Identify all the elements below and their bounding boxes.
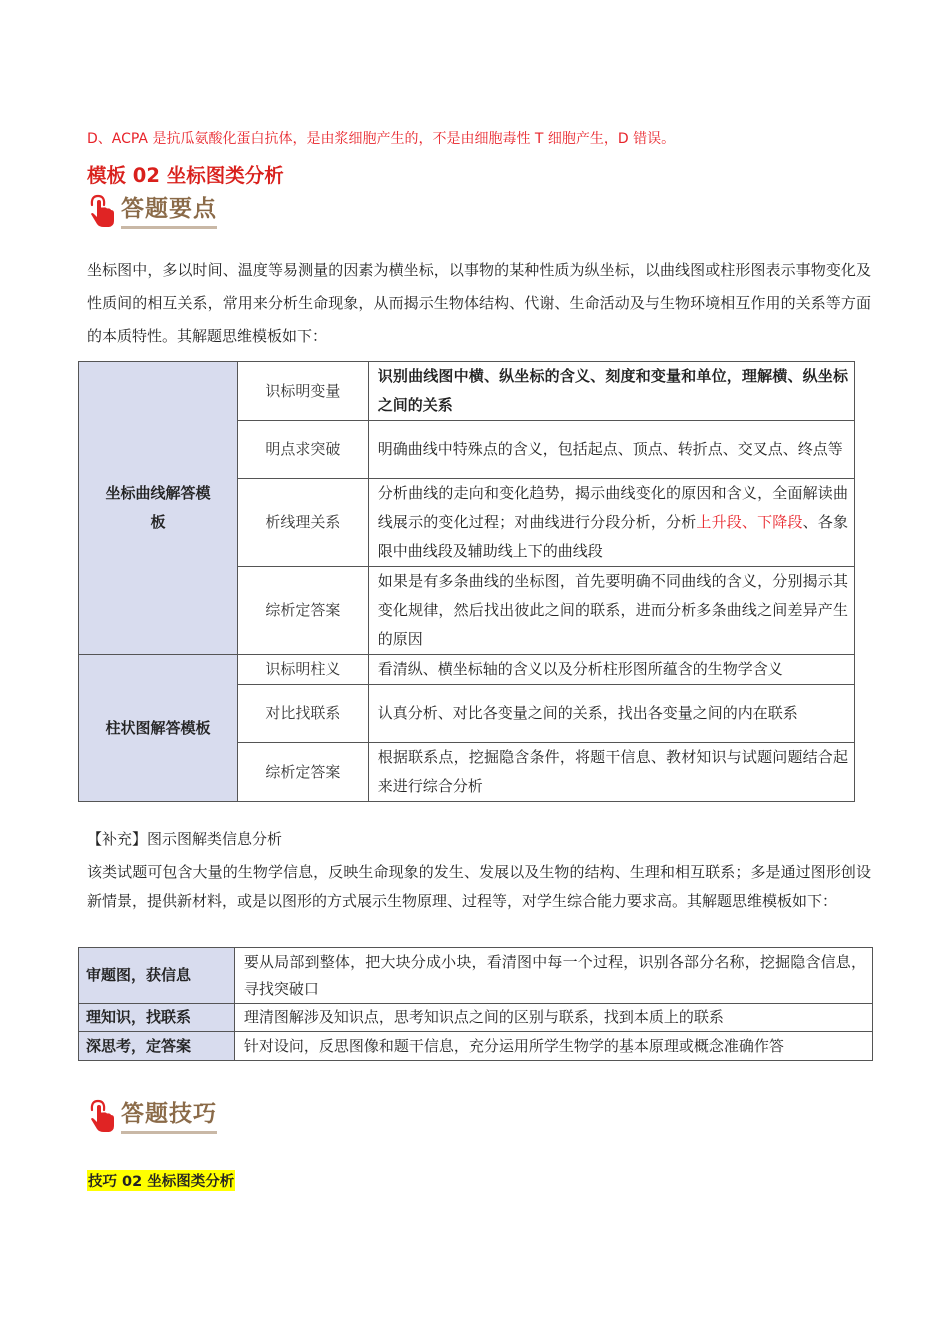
skills-label: 答题技巧 xyxy=(121,1099,217,1134)
step-label: 析线理关系 xyxy=(237,479,368,567)
step-description: 认真分析、对比各变量之间的关系，找出各变量之间的内在联系 xyxy=(368,685,854,743)
step-label: 明点求突破 xyxy=(237,421,368,479)
row-value: 针对设问，反思图像和题干信息，充分运用所学生物学的基本原理或概念准确作答 xyxy=(234,1032,872,1061)
step-label: 综析定答案 xyxy=(237,567,368,655)
intro-paragraph: 坐标图中，多以时间、温度等易测量的因素为横坐标，以事物的某种性质为纵坐标，以曲线图或柱形图表示事物变化及性质间的相互关系，常用来分析生命现象，从而揭示生物体结构、代谢、生命活动及与生物环境相互作用的关系等方面的本质特性。其解题思维模板如下： xyxy=(87,261,871,345)
step-label: 对比找联系 xyxy=(237,685,368,743)
table-row xyxy=(79,1032,873,1061)
template-title: 模板 02 坐标图类分析 xyxy=(87,164,284,187)
table-row xyxy=(79,948,873,1004)
key-points-label: 答题要点 xyxy=(121,194,217,229)
diagram-template-table xyxy=(78,947,873,1061)
step-description: 根据联系点，挖掘隐含条件，将题干信息、教材知识与试题问题结合起来进行综合分析 xyxy=(368,743,854,802)
coordinate-template-table xyxy=(78,361,855,802)
step-label: 综析定答案 xyxy=(237,743,368,802)
step-description: 明确曲线中特殊点的含义，包括起点、顶点、转折点、交叉点、终点等 xyxy=(368,421,854,479)
step-description: 如果是有多条曲线的坐标图，首先要明确不同曲线的含义，分别揭示其变化规律，然后找出彼此之间的联系，进而分析多条曲线之间差异产生的原因 xyxy=(368,567,854,655)
table-row xyxy=(79,655,855,685)
step-description: 分析曲线的走向和变化趋势，揭示曲线变化的原因和含义，全面解读曲线展示的变化过程；对曲线进行分段分析，分析上升段、下降段、各象限中曲线段及辅助线上下的曲线段 xyxy=(368,479,854,567)
answer-explanation-line: D、ACPA 是抗瓜氨酸化蛋白抗体，是由浆细胞产生的，不是由细胞毒性 T 细胞产生，D 错误。 xyxy=(87,131,676,147)
curve-template-group-label: 坐标曲线解答模板 xyxy=(79,362,238,655)
key-points-badge xyxy=(86,193,217,229)
step-description: 看清纵、横坐标轴的含义以及分析柱形图所蕴含的生物学含义 xyxy=(368,655,854,685)
supplement-title: 【补充】图示图解类信息分析 xyxy=(87,830,283,848)
row-value: 要从局部到整体，把大块分成小块，看清图中每一个过程，识别各部分名称，挖掘隐含信息，寻找突破口 xyxy=(234,948,872,1004)
row-key: 审题图，获信息 xyxy=(79,948,235,1004)
table-row xyxy=(79,362,855,421)
bar-template-group-label: 柱状图解答模板 xyxy=(79,655,238,802)
highlight-red-text: 上升段、下降段 xyxy=(696,513,803,531)
step-label: 识标明柱义 xyxy=(237,655,368,685)
pointing-hand-icon xyxy=(86,1098,120,1134)
row-value: 理清图解涉及知识点，思考知识点之间的区别与联系，找到本质上的联系 xyxy=(234,1004,872,1032)
supplement-paragraph: 该类试题可包含大量的生物学信息，反映生命现象的发生、发展以及生物的结构、生理和相互联系；多是通过图形创设新情景，提供新材料，或是以图形的方式展示生物原理、过程等，对学生综合能力要求高。其解题思维模板如下： xyxy=(87,863,871,910)
skill-title-highlight: 技巧 02 坐标图类分析 xyxy=(87,1170,235,1191)
skills-badge xyxy=(86,1098,217,1134)
step-label: 识标明变量 xyxy=(237,362,368,421)
row-key: 理知识，找联系 xyxy=(79,1004,235,1032)
table-row xyxy=(79,1004,873,1032)
row-key: 深思考，定答案 xyxy=(79,1032,235,1061)
pointing-hand-icon xyxy=(86,193,120,229)
step-description: 识别曲线图中横、纵坐标的含义、刻度和变量和单位，理解横、纵坐标之间的关系 xyxy=(368,362,854,421)
